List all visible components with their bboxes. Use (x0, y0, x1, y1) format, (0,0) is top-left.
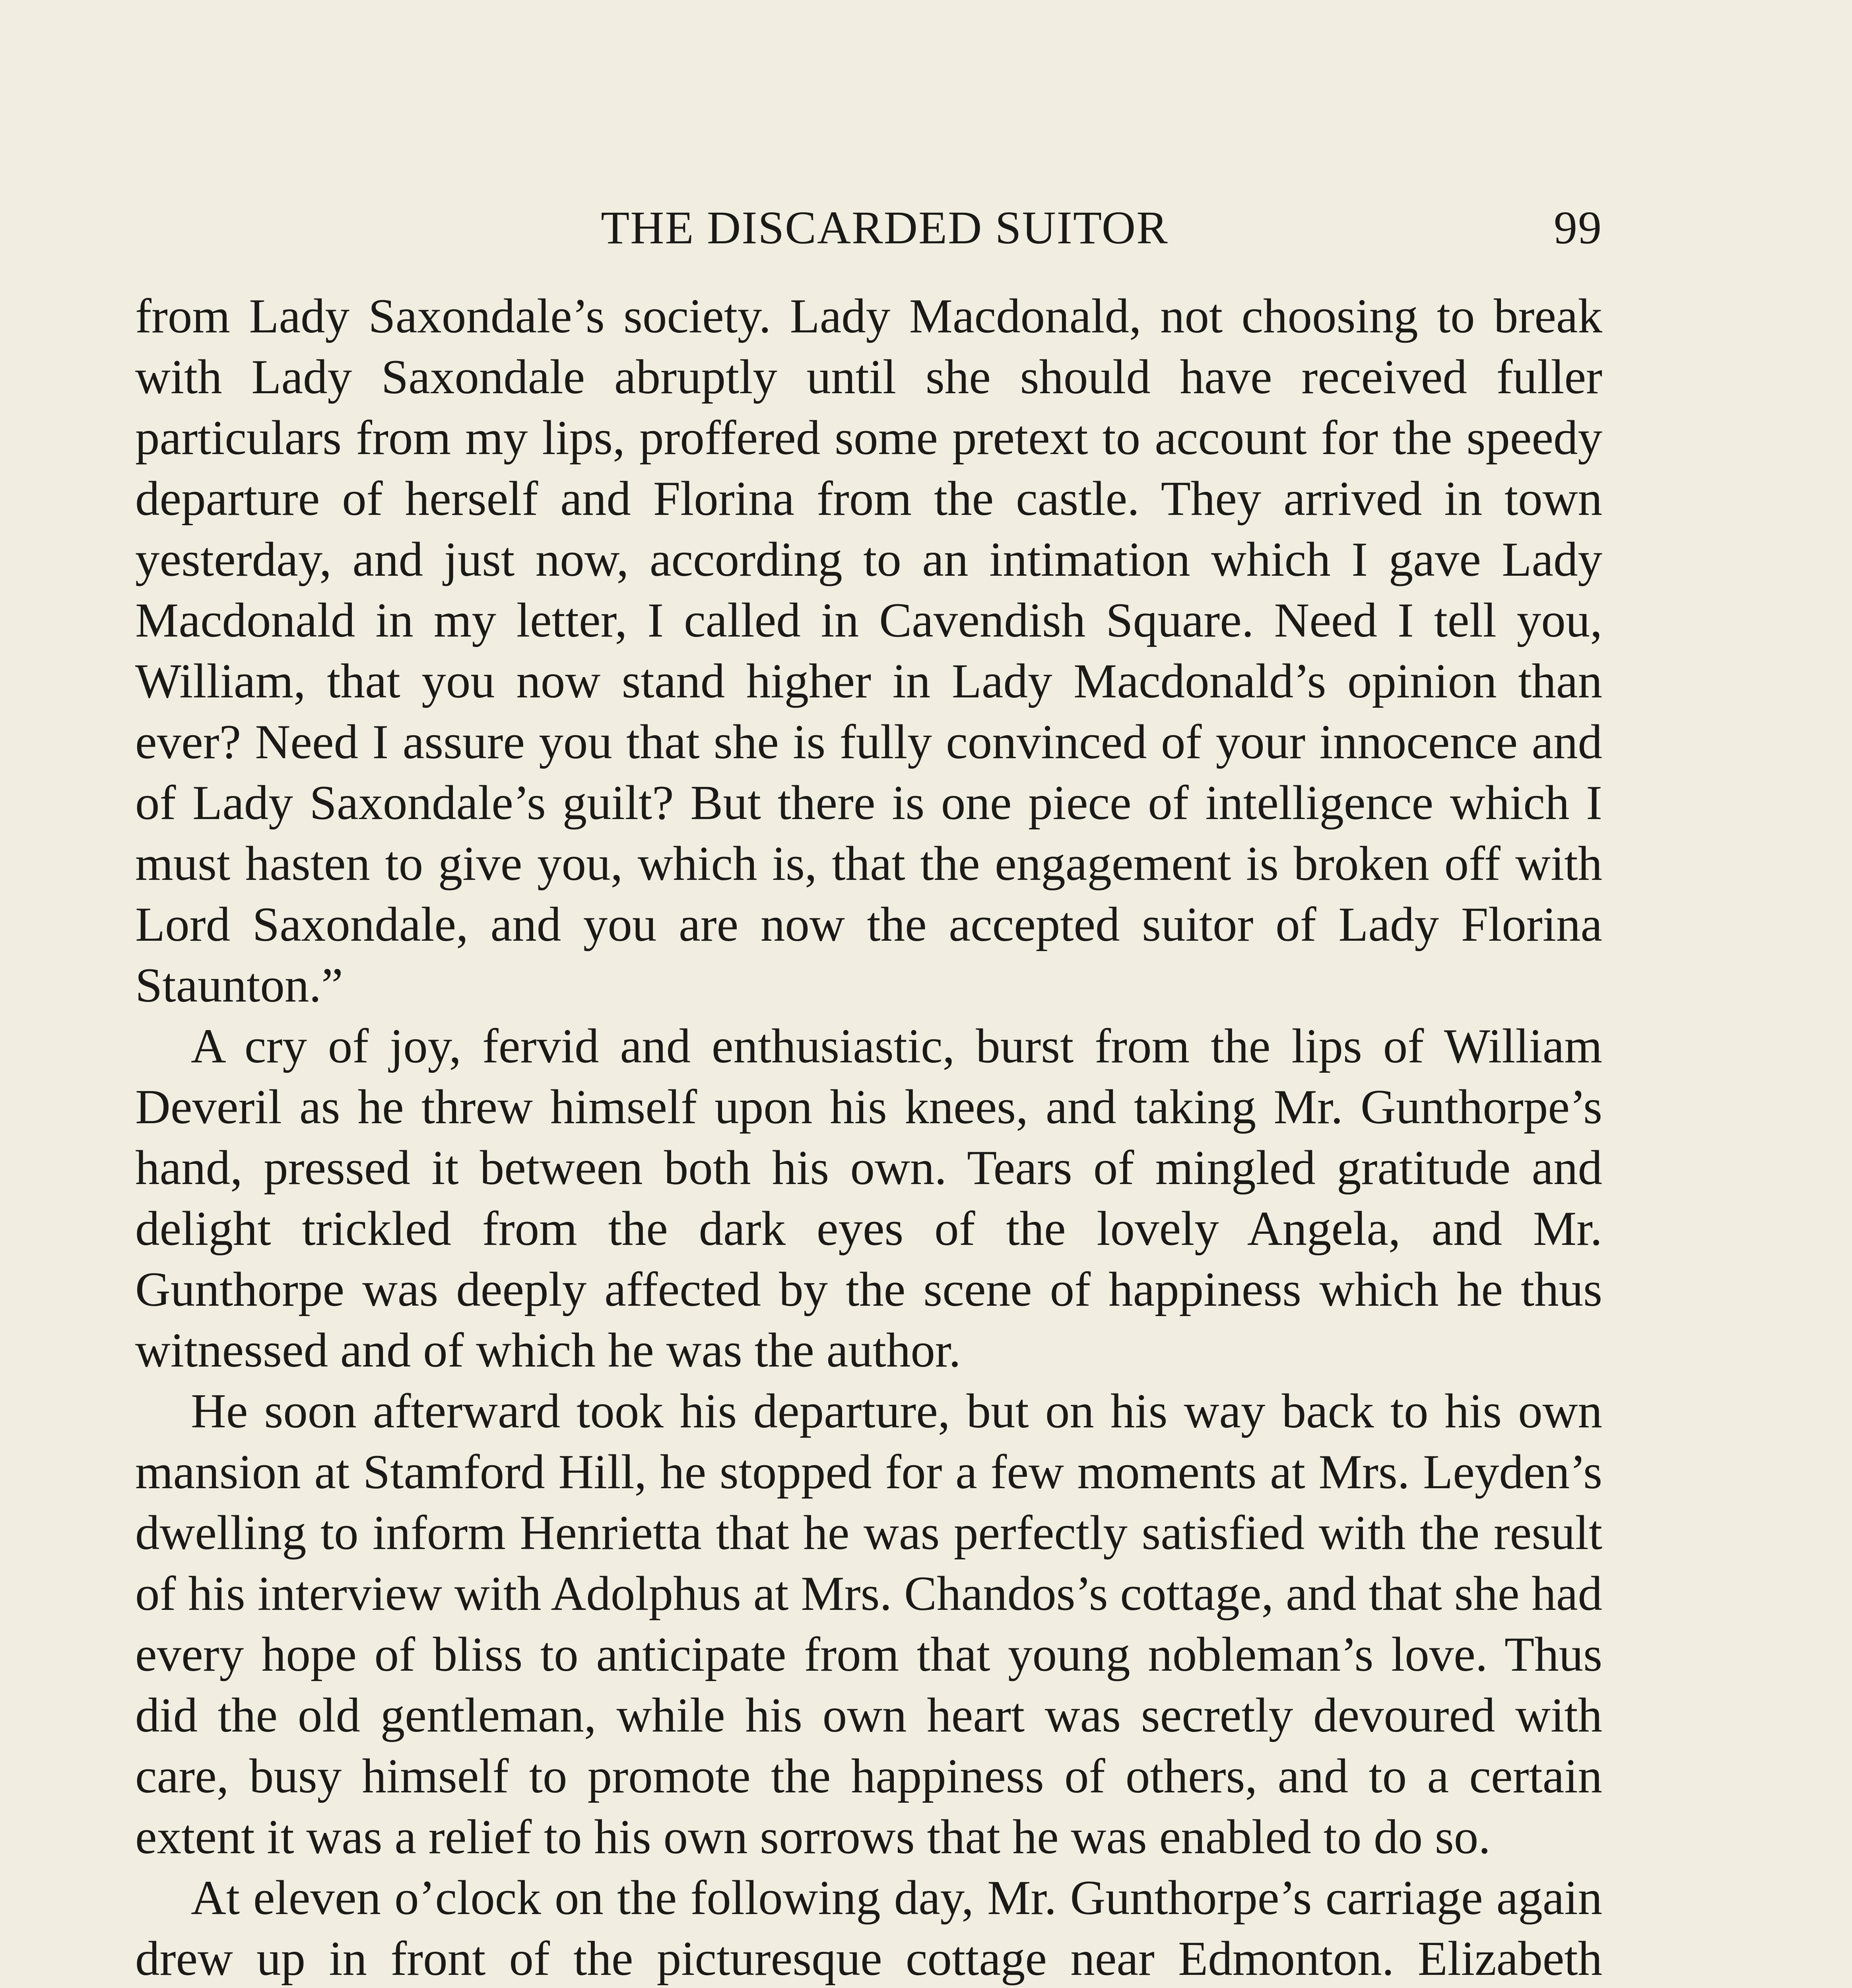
page-header (135, 190, 1602, 266)
paragraph: A cry of joy, fervid and enthusiastic, burst from the lips of William Deveril as he threw himself upon his knees, and taking Mr. Gunthorpe’s hand, pressed it between both his own. Tears of mingled gratitude and delight trickled from the dark eyes of the lovely Angela, and Mr. Gunthorpe was deeply affected by the scene of happiness which he thus witnessed and of which he was the author. (135, 1019, 1602, 1377)
paragraph: from Lady Saxondale’s society. Lady Macdonald, not choosing to break with Lady Saxondale abruptly until she should have received fuller particulars from my lips, proffered some pretext to account for the speedy departure of herself and Florina from the castle. They arrived in town yesterday, and just now, according to an intimation which I gave Lady Macdonald in my letter, I called in Cavendish Square. Need I tell you, William, that you now stand higher in Lady Macdonald’s opinion than ever? Need I assure you that she is fully convinced of your innocence and of Lady Saxondale’s guilt? But there is one piece of intelligence which I must hasten to give you, which is, that the engagement is broken off with Lord Saxondale, and you are now the accepted suitor of Lady Florina Staunton.” (135, 289, 1602, 1012)
paragraph: He soon afterward took his departure, but on his way back to his own mansion at Stamford Hill, he stopped for a few moments at Mrs. Leyden’s dwelling to inform Henrietta that he was perfectly satisfied with the result of his interview with Adolphus at Mrs. Chandos’s cottage, and that she had every hope of bliss to anticipate from that young nobleman’s love. Thus did the old gentleman, while his own heart was secretly devoured with care, busy himself to promote the happiness of others, and to a certain extent it was a relief to his own sorrows that he was enabled to do so. (135, 1384, 1602, 1864)
page-number: 99 (1554, 202, 1602, 254)
page-body (135, 285, 1602, 1988)
paragraph: At eleven o’clock on the following day, Mr. Gunthorpe’s carriage again drew up in front of the picturesque cottage near Edmonton. Elizabeth (135, 1870, 1602, 1986)
running-head: THE DISCARDED SUITOR (601, 202, 1169, 254)
